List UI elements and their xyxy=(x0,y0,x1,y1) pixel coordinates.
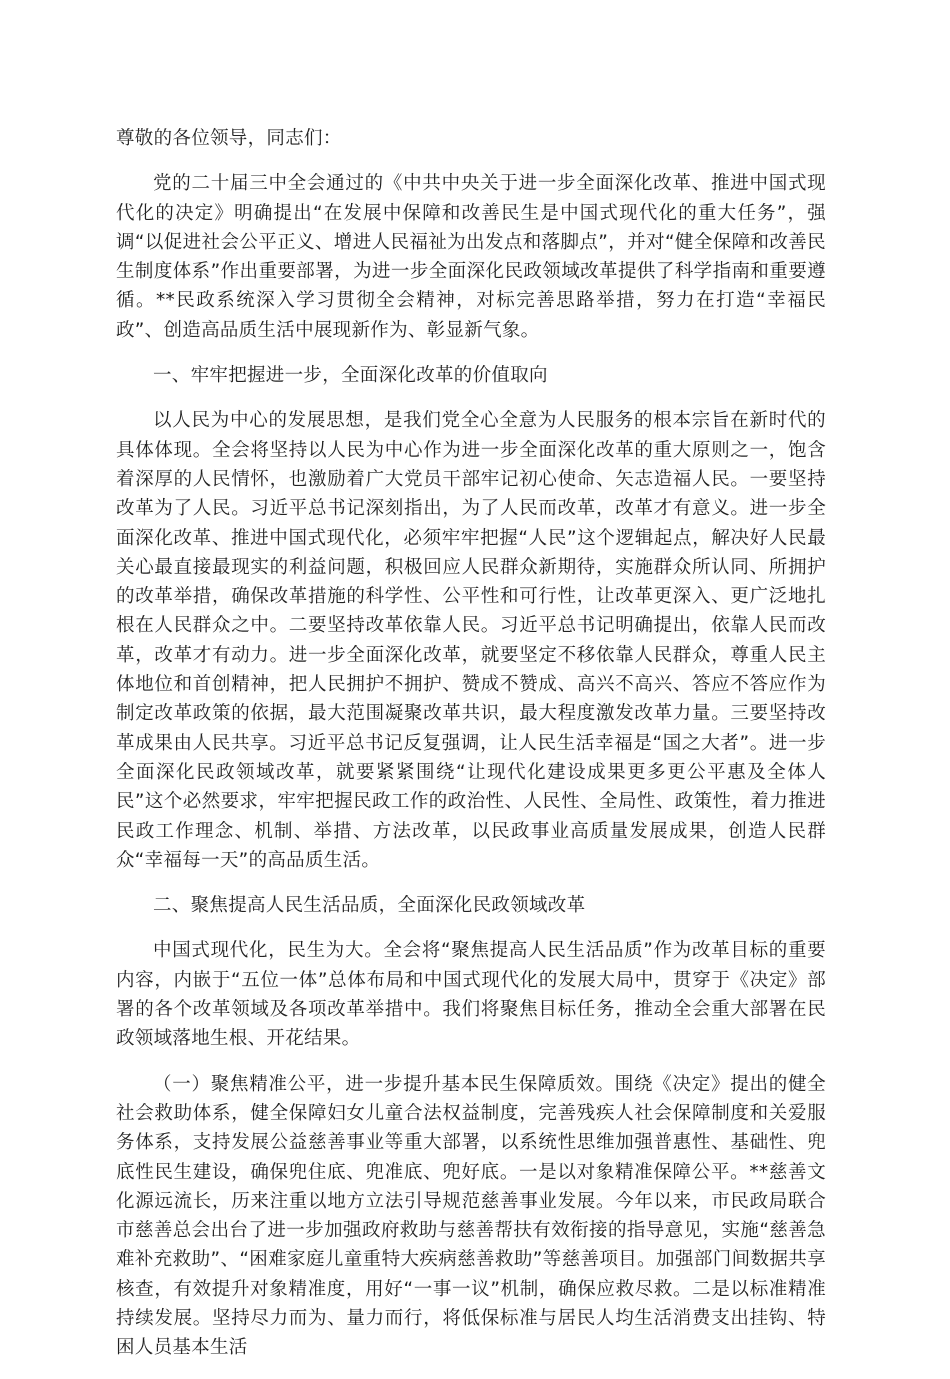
document-body xyxy=(116,124,826,1379)
salutation: 尊敬的各位领导，同志们： xyxy=(116,128,342,149)
section-1-paragraph: 以人民为中心的发展思想，是我们党全心全意为人民服务的根本宗旨在新时代的具体体现。全会将坚持以人民为中心作为进一步全面深化改革的重大原则之一，饱含着深厚的人民情怀，也激励着广大党员干部牢记初心使命、矢志造福人民。一要坚持改革为了人民。习近平总书记深刻指出，为了人民而改革，改革才有意义。进一步全面深化改革、推进中国式现代化，必须牢牢把握“人民”这个逻辑起点，解决好人民最关心最直接最现实的利益问题，积极回应人民群众新期待，实施群众所认同、所拥护的改革举措，确保改革措施的科学性、公平性和可行性，让改革更深入、更广泛地扎根在人民群众之中。二要坚持改革依靠人民。习近平总书记明确提出，依靠人民而改革，改革才有动力。进一步全面深化改革，就要坚定不移依靠人民群众，尊重人民主体地位和首创精神，把人民拥护不拥护、赞成不赞成、高兴不高兴、答应不答应作为制定改革政策的依据，最大范围凝聚改革共识，最大程度激发改革力量。三要坚持改革成果由人民共享。习近平总书记反复强调，让人民生活幸福是“国之大者”。进一步全面深化民政领域改革，就要紧紧围绕“让现代化建设成果更多更公平惠及全体人民”这个必然要求，牢牢把握民政工作的政治性、人民性、全局性、政策性，着力推进民政工作理念、机制、举措、方法改革，以民政事业高质量发展成果，创造人民群众“幸福每一天”的高品质生活。 xyxy=(116,410,826,871)
intro-paragraph: 党的二十届三中全会通过的《中共中央关于进一步全面深化改革、推进中国式现代化的决定》明确提出“在发展中保障和改善民生是中国式现代化的重大任务”，强调“以促进社会公平正义、增进人民福祉为出发点和落脚点”，并对“健全保障和改善民生制度体系”作出重要部署，为进一步全面深化民政领域改革提供了科学指南和重要遵循。**民政系统深入学习贯彻全会精神，对标完善思路举措，努力在打造“幸福民政”、创造高品质生活中展现新作为、彰显新气象。 xyxy=(116,173,826,341)
section-heading-2: 二、聚焦提高人民生活品质，全面深化民政领域改革 xyxy=(153,895,586,917)
subsection-1-paragraph: （一）聚焦精准公平，进一步提升基本民生保障质效。围绕《决定》提出的健全社会救助体系，健全保障妇女儿童合法权益制度，完善残疾人社会保障制度和关爱服务体系，支持发展公益慈善事业等重大部署，以系统性思维加强普惠性、基础性、兜底性民生建设，确保兜住底、兜准底、兜好底。一是以对象精准保障公平。**慈善文化源远流长，历来注重以地方立法引导规范慈善事业发展。今年以来，市民政局联合市慈善总会出台了进一步加强政府救助与慈善帮扶有效衔接的指导意见，实施“慈善急难补充救助”、“困难家庭儿童重特大疾病慈善救助”等慈善项目。加强部门间数据共享核查，有效提升对象精准度，用好“一事一议”机制，确保应救尽救。二是以标准精准持续发展。坚持尽力而为、量力而行，将低保标准与居民人均生活消费支出挂钩、特困人员基本生活 xyxy=(116,1073,826,1359)
section-heading-1: 一、牢牢把握进一步，全面深化改革的价值取向 xyxy=(153,365,548,387)
section-2-paragraph: 中国式现代化，民生为大。全会将“聚焦提高人民生活品质”作为改革目标的重要内容，内嵌于“五位一体”总体布局和中国式现代化的发展大局中，贯穿于《决定》部署的各个改革领域及各项改革举措中。我们将聚焦目标任务，推动全会重大部署在民政领域落地生根、开花结果。 xyxy=(116,940,826,1050)
